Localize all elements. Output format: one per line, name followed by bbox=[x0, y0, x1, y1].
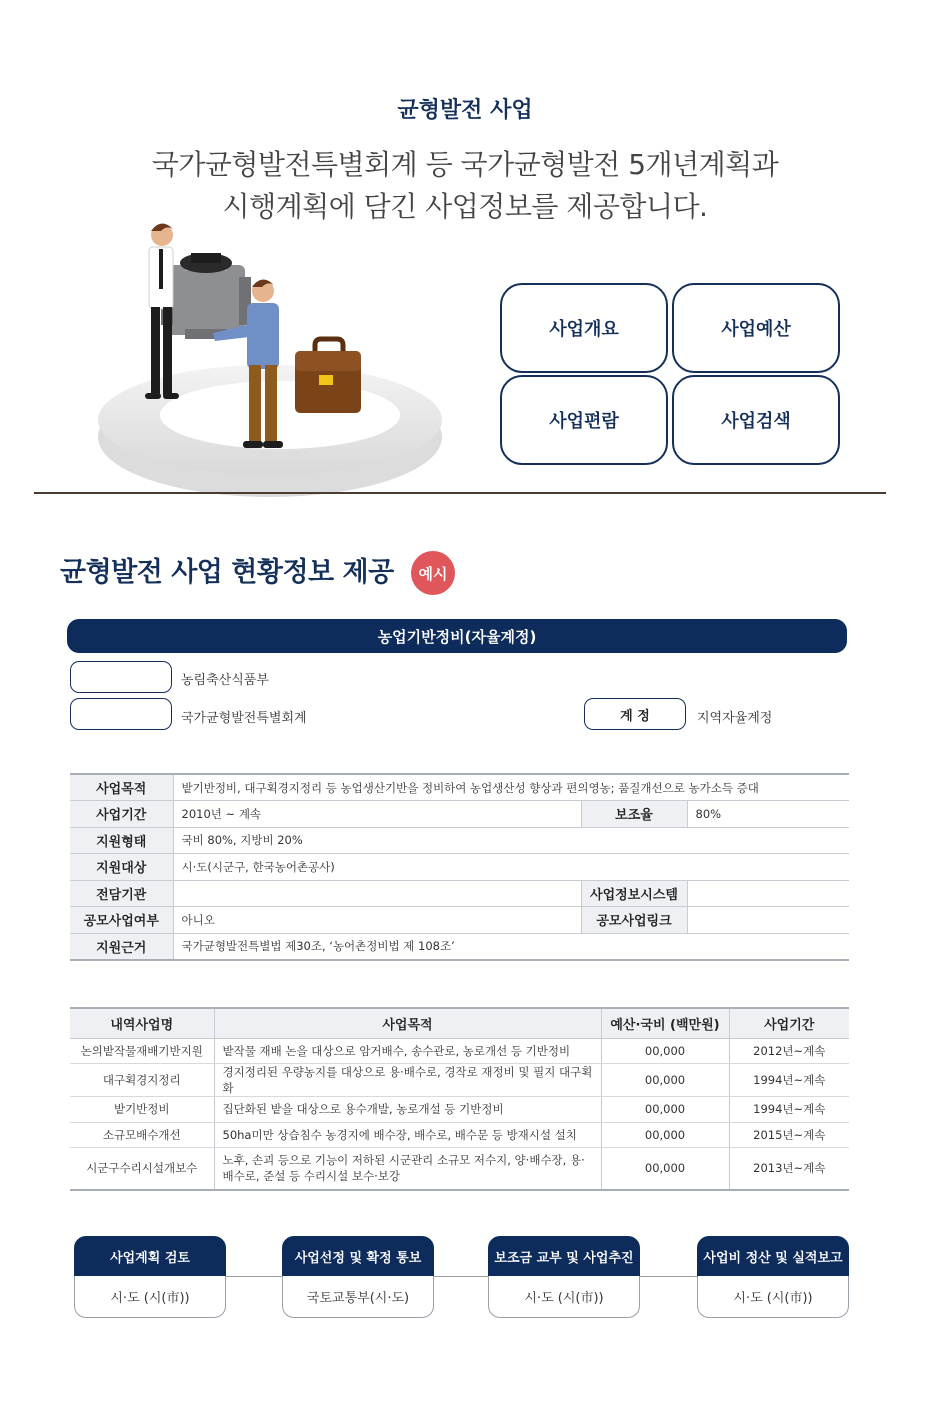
sub-purpose: 집단화된 밭을 대상으로 용수개발, 농로개설 등 기반정비 bbox=[214, 1097, 601, 1123]
description-line-1: 국가균형발전특별회계 등 국가균형발전 5개년계획과 bbox=[151, 148, 779, 181]
example-badge: 예시 bbox=[411, 551, 455, 595]
sub-period: 2012년~계속 bbox=[729, 1038, 849, 1064]
sub-period: 2013년~계속 bbox=[729, 1148, 849, 1190]
business-handbook-button[interactable]: 사업편람 bbox=[500, 375, 668, 465]
fund-value: 국가균형발전특별회계 bbox=[181, 711, 307, 726]
page-title: 균형발전 사업 bbox=[397, 98, 533, 123]
step-title: 보조금 교부 및 사업추진 bbox=[488, 1236, 640, 1276]
sub-name: 대구획경지정리 bbox=[70, 1064, 214, 1097]
table-row bbox=[70, 854, 849, 881]
sub-purpose: 밭작물 재배 논을 대상으로 암거배수, 송수관로, 농로개선 등 기반정비 bbox=[214, 1038, 601, 1064]
table-row bbox=[70, 907, 849, 934]
description-line-2: 시행계획에 담긴 사업정보를 제공합니다. bbox=[222, 190, 708, 223]
process-step-review bbox=[74, 1236, 226, 1318]
table-row bbox=[70, 1148, 849, 1190]
contest-link-label: 공모사업링크 bbox=[581, 907, 687, 934]
process-step-grant bbox=[488, 1236, 640, 1318]
contest-link-value[interactable] bbox=[687, 907, 849, 934]
step-title: 사업비 정산 및 실적보고 bbox=[697, 1236, 849, 1276]
col-header-period: 사업기간 bbox=[729, 1008, 849, 1038]
target-value: 시·도(시군구, 한국농어촌공사) bbox=[173, 854, 849, 881]
col-header-name: 내역사업명 bbox=[70, 1008, 214, 1038]
ministry-value: 농림축산식품부 bbox=[181, 673, 269, 688]
basis-value: 국가균형발전특별법 제30조, ‘농어촌정비법 제 108조’ bbox=[173, 933, 849, 960]
col-header-purpose: 사업목적 bbox=[214, 1008, 601, 1038]
table-row bbox=[70, 880, 849, 907]
sub-budget: 00,000 bbox=[601, 1148, 729, 1190]
sub-name: 시군구수리시설개보수 bbox=[70, 1148, 214, 1190]
sub-name: 밭기반정비 bbox=[70, 1097, 214, 1123]
sub-name: 소규모배수개선 bbox=[70, 1122, 214, 1148]
col-header-budget: 예산·국비 (백만원) bbox=[601, 1008, 729, 1038]
support-type-label: 지원형태 bbox=[70, 827, 173, 854]
section-title: 균형발전 사업 현황정보 제공 bbox=[60, 557, 394, 588]
process-step-settlement bbox=[697, 1236, 849, 1318]
contest-label: 공모사업여부 bbox=[70, 907, 173, 934]
project-name-bar: 농업기반정비(자율계정) bbox=[67, 619, 847, 653]
briefcase-icon bbox=[295, 339, 361, 413]
sub-budget: 00,000 bbox=[601, 1122, 729, 1148]
sub-period: 1994년~계속 bbox=[729, 1064, 849, 1097]
project-detail-table bbox=[70, 773, 849, 961]
step-org: 국토교통부(시·도) bbox=[282, 1276, 434, 1318]
business-overview-button[interactable]: 사업개요 bbox=[500, 283, 668, 373]
table-header-row bbox=[70, 1008, 849, 1038]
platform-inner bbox=[160, 381, 400, 449]
purpose-label: 사업목적 bbox=[70, 774, 173, 801]
fund-label-box bbox=[70, 698, 172, 730]
table-row bbox=[70, 827, 849, 854]
business-budget-button[interactable]: 사업예산 bbox=[672, 283, 840, 373]
step-org: 시·도 (시(市)) bbox=[488, 1276, 640, 1318]
table-row bbox=[70, 933, 849, 960]
section-divider bbox=[34, 492, 886, 494]
sub-name: 논의밭작물재배기반지원 bbox=[70, 1038, 214, 1064]
sub-budget: 00,000 bbox=[601, 1064, 729, 1097]
table-row bbox=[70, 801, 849, 828]
sub-budget: 00,000 bbox=[601, 1097, 729, 1123]
agency-value bbox=[173, 880, 581, 907]
sub-project-table bbox=[70, 1007, 849, 1191]
table-row bbox=[70, 1038, 849, 1064]
sub-budget: 00,000 bbox=[601, 1038, 729, 1064]
period-label: 사업기간 bbox=[70, 801, 173, 828]
gear-icon bbox=[161, 253, 251, 339]
sub-purpose: 노후, 손괴 등으로 기능이 저하된 시군관리 소규모 저수지, 양·배수장, 용·배수로, 준설 등 수리시설 보수·보강 bbox=[214, 1148, 601, 1190]
sub-period: 1994년~계속 bbox=[729, 1097, 849, 1123]
business-illustration bbox=[95, 215, 455, 505]
subsidy-label: 보조율 bbox=[581, 801, 687, 828]
agency-label: 전담기관 bbox=[70, 880, 173, 907]
info-system-value[interactable] bbox=[687, 880, 849, 907]
step-title: 사업선정 및 확정 통보 bbox=[282, 1236, 434, 1276]
process-step-selection bbox=[282, 1236, 434, 1318]
account-value: 지역자율계정 bbox=[697, 711, 773, 726]
purpose-value: 밭기반정비, 대구획경지정리 등 농업생산기반을 정비하여 농업생산성 향상과 편의영농; 품질개선으로 농가소득 증대 bbox=[173, 774, 849, 801]
subsidy-value: 80% bbox=[687, 801, 849, 828]
table-row bbox=[70, 1122, 849, 1148]
period-value: 2010년 ~ 계속 bbox=[173, 801, 581, 828]
ministry-label-box bbox=[70, 661, 172, 693]
table-row bbox=[70, 1064, 849, 1097]
business-search-button[interactable]: 사업검색 bbox=[672, 375, 840, 465]
contest-value: 아니오 bbox=[173, 907, 581, 934]
sub-purpose: 경지정리된 우량농지를 대상으로 용·배수로, 경작로 재정비 및 필지 대구획화 bbox=[214, 1064, 601, 1097]
step-org: 시·도 (시(市)) bbox=[74, 1276, 226, 1318]
table-row bbox=[70, 774, 849, 801]
basis-label: 지원근거 bbox=[70, 933, 173, 960]
support-type-value: 국비 80%, 지방비 20% bbox=[173, 827, 849, 854]
target-label: 지원대상 bbox=[70, 854, 173, 881]
process-flow-line bbox=[150, 1276, 770, 1277]
table-row bbox=[70, 1097, 849, 1123]
step-org: 시·도 (시(市)) bbox=[697, 1276, 849, 1318]
account-label: 계 정 bbox=[584, 698, 686, 730]
info-system-label: 사업정보시스템 bbox=[581, 880, 687, 907]
sub-purpose: 50ha미만 상습침수 농경지에 배수장, 배수로, 배수문 등 방재시설 설치 bbox=[214, 1122, 601, 1148]
sub-period: 2015년~계속 bbox=[729, 1122, 849, 1148]
step-title: 사업계획 검토 bbox=[74, 1236, 226, 1276]
